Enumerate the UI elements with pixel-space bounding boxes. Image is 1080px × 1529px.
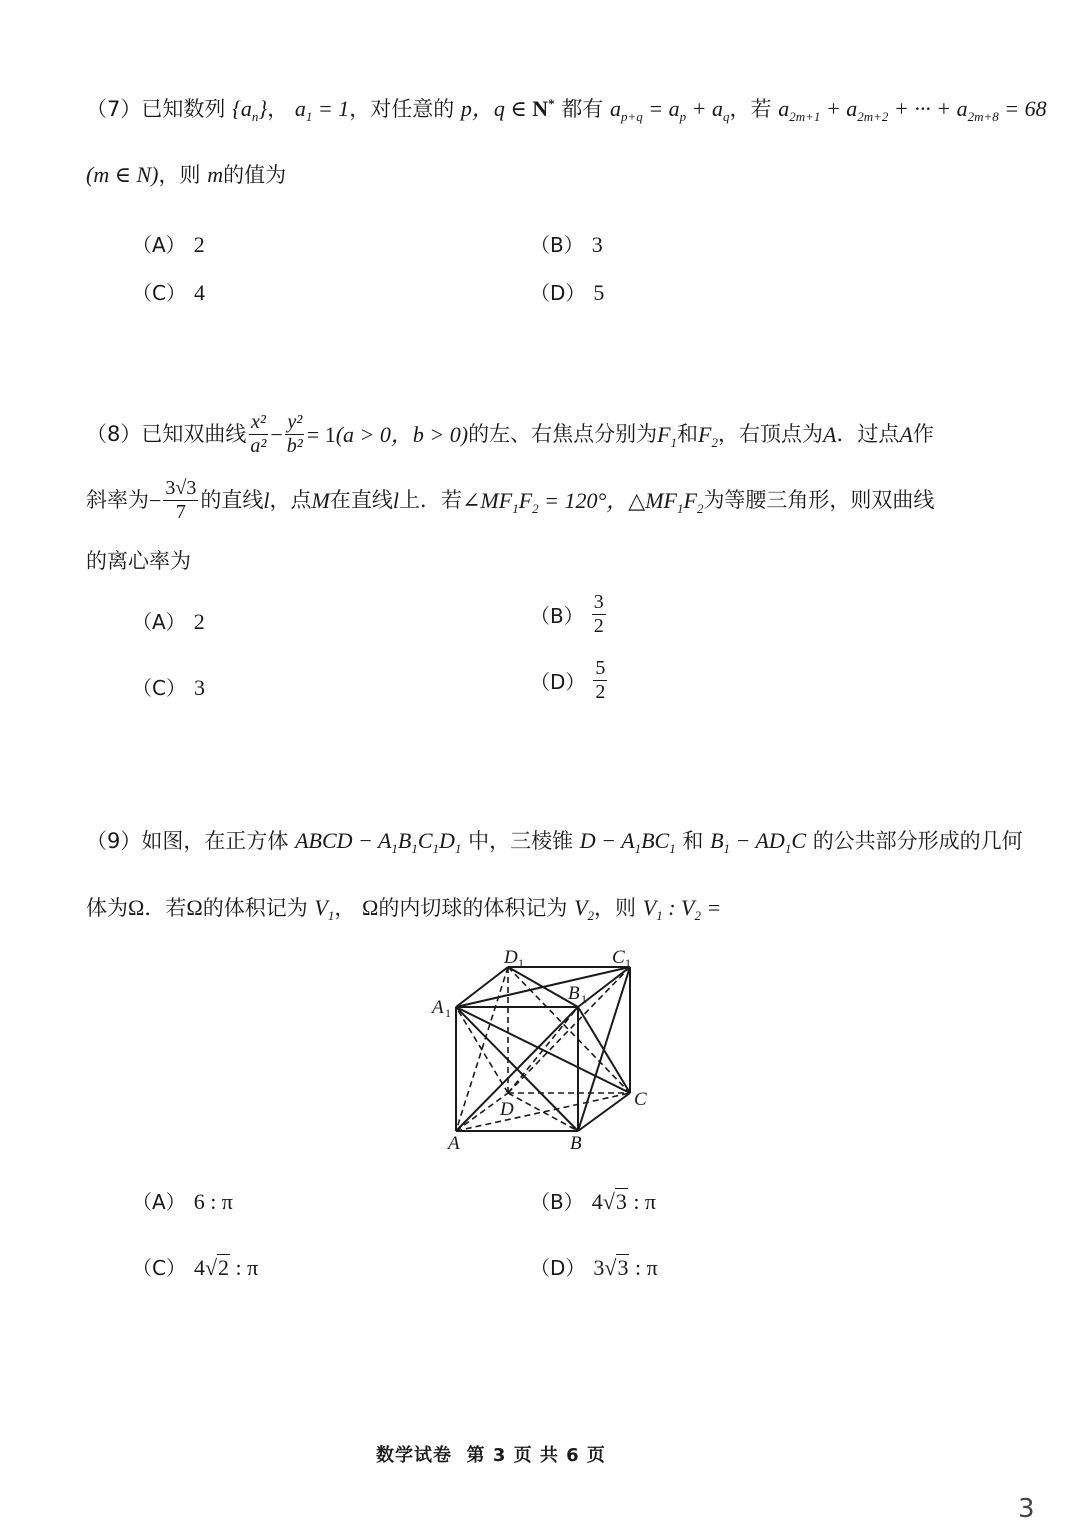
q8-option-d[interactable]: （D） $\frac{5}{2}$: [530, 657, 606, 703]
label-b1: B: [568, 983, 580, 1004]
label-b: B: [570, 1133, 582, 1154]
q7-option-c[interactable]: （C） 4: [132, 280, 205, 305]
q9-line2: 体为Ω．若Ω的体积记为 $V_1$， Ω的内切球的体积记为 $V_2$，则 $V_1$ : $V_2$ =: [86, 895, 722, 923]
q8-frac-x: $\frac{\text{x²}}{\text{a²}}$: [250, 411, 267, 457]
label-d1-sub: 1: [518, 956, 524, 970]
q8-line2: 斜率为 − $\frac{3√3}{7}$ 的直线 l ，点 M 在直线 l 上．若 $\angle MF_1F_2 = 120^\circ$ ，$\triangle MF_1F_2$ 为等腰三角形，则双曲线: [86, 477, 935, 523]
label-b1-sub: 1: [581, 992, 587, 1006]
q9-option-b[interactable]: （B） 4√3 : π: [530, 1189, 657, 1214]
label-c: C: [634, 1089, 647, 1110]
page-number: 3: [1018, 1494, 1035, 1524]
cube-figure: [420, 945, 660, 1155]
page-footer: [376, 1441, 606, 1467]
label-a1-sub: 1: [445, 1006, 451, 1020]
label-a: A: [448, 1133, 460, 1154]
label-d: D: [500, 1099, 514, 1120]
q8-option-c[interactable]: （C） 3: [132, 675, 205, 700]
hidden-d-b1: [508, 1007, 578, 1093]
q8-frac-y: $\frac{\text{y²}}{\text{b²}}$: [286, 411, 303, 457]
q8-frac-slope: $\frac{3√3}{7}$: [165, 477, 197, 523]
q9-option-a[interactable]: （A） 6 : π: [132, 1189, 233, 1214]
label-a1: A: [432, 997, 444, 1018]
q8-line1: （8） 已知双曲线 $\frac{\text{x²}}{\text{a²}}$ − $\frac{\text{y²}}{\text{b²}}$ = 1 (a > 0，b > 0) 的左、右焦点分别为 $F_1$ 和 $F_2$ ，右顶点为 A ．过点 A 作: [86, 411, 934, 457]
q9-number: （9）: [86, 829, 142, 853]
label-c1: C: [612, 947, 625, 968]
q9-line1: （9）如图，在正方体 ABCD − $A_1B_1C_1D_1$ 中，三棱锥 $D - A_1BC_1$ 和 $B_1 - AD_1C$ 的公共部分形成的几何: [86, 828, 1023, 856]
hidden-d-b: [508, 1093, 578, 1131]
q7-line1: （7）已知数列 $\{a_n\}$， $a_1 = 1$，对任意的 p，q ∈ N* 都有 $a_{p+q} = a_p + a_q$，若 $a_{2m+1} + a_{2m+2}$ + ··· + $a_{2m+8} = 68$: [86, 96, 1047, 124]
q8-number: （8）: [86, 422, 142, 446]
label-d1: D: [504, 947, 518, 968]
q7-option-d[interactable]: （D） 5: [530, 280, 605, 305]
q8-option-a[interactable]: （A） 2: [132, 609, 205, 634]
q8-line3: 的离心率为: [86, 549, 191, 573]
q7-option-b[interactable]: （B） 3: [530, 232, 603, 257]
footer-subject: 数学试卷: [376, 1445, 452, 1466]
q7-number: （7）: [86, 97, 142, 121]
footer-page-text: 第 3 页 共 6 页: [466, 1445, 606, 1466]
q7-option-a[interactable]: （A） 2: [132, 232, 205, 257]
q9-option-d[interactable]: （D） 3√3 : π: [530, 1255, 658, 1280]
q9-option-c[interactable]: （C） 4√2 : π: [132, 1255, 259, 1280]
q7-line2: (m ∈ N)，则 m的值为: [86, 162, 287, 187]
q8-option-b[interactable]: （B） $\frac{3}{2}$: [530, 591, 604, 637]
label-c1-sub: 1: [625, 956, 631, 970]
